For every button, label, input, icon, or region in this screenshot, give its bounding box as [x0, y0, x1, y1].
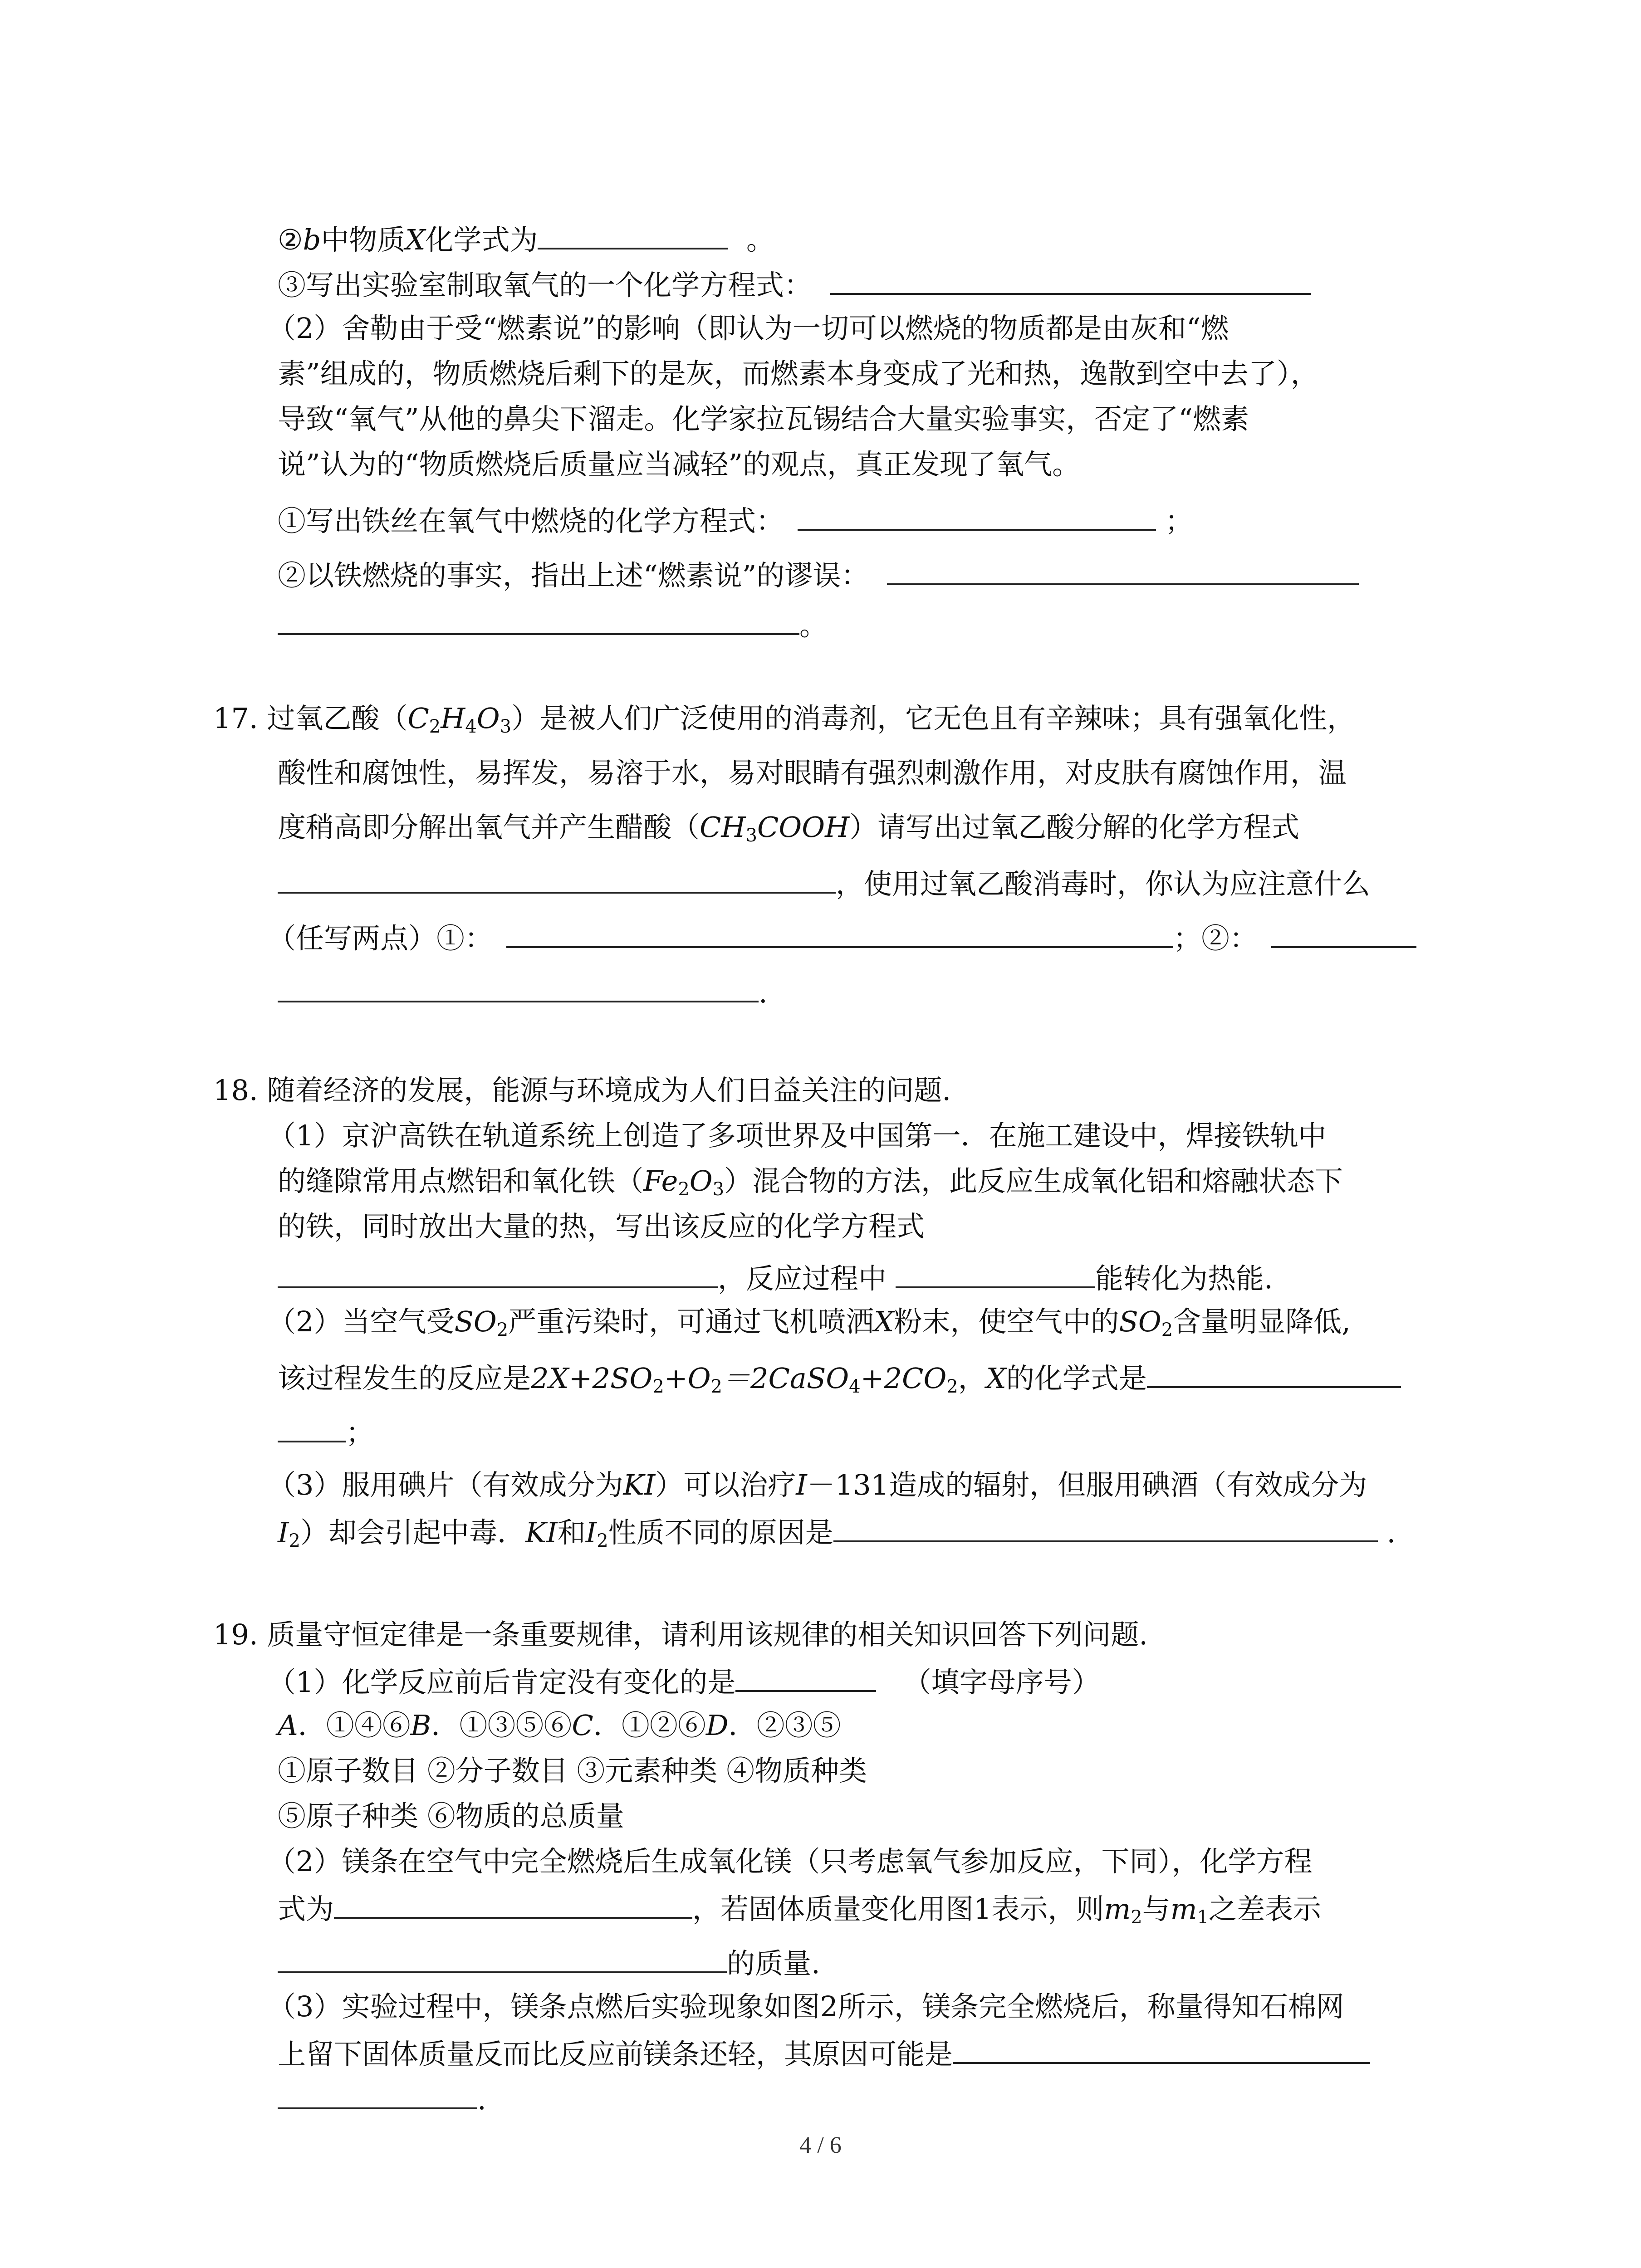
answer-blank[interactable]	[278, 973, 759, 1002]
answer-blank[interactable]	[538, 220, 728, 249]
text: 过氧乙酸（	[267, 702, 408, 735]
text: H	[441, 702, 465, 735]
text: ）可以治疗	[655, 1468, 796, 1501]
text: 2	[496, 1320, 509, 1340]
text: 2	[1161, 1320, 1173, 1340]
text: 2X+2SO	[531, 1362, 653, 1395]
text: ，	[958, 1362, 986, 1395]
q17-line-5	[268, 918, 1416, 957]
text: ①写出铁丝在氧气中燃烧的化学方程式：	[278, 504, 784, 538]
text: 3	[500, 716, 512, 737]
text: 严重污染时，可通过飞机喷洒	[508, 1305, 874, 1338]
text: C	[572, 1709, 593, 1742]
text: B	[410, 1709, 431, 1742]
answer-blank[interactable]	[735, 1662, 876, 1692]
answer-blank[interactable]	[278, 1943, 727, 1973]
q18-line-1	[213, 1072, 951, 1109]
text: ）却会引起中毒．	[300, 1516, 525, 1549]
text: KI	[623, 1468, 656, 1501]
text: （任写两点）①：	[268, 922, 493, 955]
text: SO	[1119, 1305, 1161, 1338]
text: 和	[557, 1516, 586, 1549]
q18-line-2: （1）京沪高铁在轨道系统上创造了多项世界及中国第一．在施工建设中，焊接铁轨中	[268, 1119, 1327, 1152]
q18-line-7	[278, 1358, 1401, 1397]
text: 3	[712, 1179, 725, 1200]
text: ）请写出过氧乙酸分解的化学方程式	[849, 811, 1300, 844]
text: 。	[746, 223, 774, 256]
answer-blank[interactable]	[896, 1258, 1095, 1288]
q18-line-8	[278, 1413, 374, 1451]
question-number: 18.	[213, 1074, 258, 1107]
q19-line-1	[213, 1617, 1148, 1653]
text: 该过程发生的反应是	[278, 1362, 531, 1395]
text: I	[278, 1516, 289, 1549]
text: 的质量.	[727, 1947, 820, 1980]
question-number: 17.	[213, 702, 258, 735]
q19-line-8	[278, 1943, 820, 1982]
text: ③写出实验室制取氧气的一个化学方程式：	[278, 269, 813, 302]
text: 中物质	[321, 223, 406, 256]
text: X	[405, 223, 426, 256]
text: 2	[652, 1376, 664, 1397]
answer-blank[interactable]	[334, 1889, 692, 1919]
answer-blank[interactable]	[887, 555, 1359, 585]
answer-blank[interactable]	[278, 1258, 718, 1288]
line-4: 素”组成的，物质燃烧后剩下的是灰，而燃素本身变成了光和热，逸散到空中去了），	[278, 357, 1319, 390]
question-number: 19.	[213, 1618, 258, 1651]
text: （3）服用碘片（有效成分为	[268, 1468, 623, 1501]
text: ②	[278, 223, 303, 256]
q19-line-6: （2）镁条在空气中完全燃烧后生成氧化镁（只考虑氧气参加反应，下同），化学方程	[268, 1845, 1313, 1878]
q19-line-7	[278, 1889, 1321, 1927]
text: 质量守恒定律是一条重要规律，请利用该规律的相关知识回答下列问题.	[267, 1618, 1148, 1651]
q18-line-9	[268, 1467, 1367, 1503]
line-2	[278, 265, 1311, 303]
text: 2	[597, 1530, 608, 1551]
page-number: 4 / 6	[799, 2132, 842, 2158]
q18-line-6	[268, 1304, 1351, 1340]
text: ＝2CaSO	[722, 1362, 849, 1395]
answer-blank[interactable]	[278, 864, 836, 894]
line-3: （2）舍勒由于受“燃素说”的影响（即认为一切可以燃烧的物质都是由灰和“燃	[268, 312, 1229, 345]
text: ；	[346, 1416, 374, 1449]
text: COOH	[757, 811, 850, 844]
text: CH	[700, 811, 746, 844]
answer-blank[interactable]	[278, 1413, 346, 1442]
q19-line-9: （3）实验过程中，镁条点燃后实验现象如图2所示，镁条完全燃烧后，称量得知石棉网	[268, 1990, 1344, 2023]
text: （填字母序号）	[903, 1666, 1100, 1699]
line-7	[278, 501, 1193, 539]
text: I	[796, 1468, 807, 1501]
text: 3	[745, 825, 757, 846]
text: .	[477, 2083, 486, 2116]
text: （1）化学反应前后肯定没有变化的是	[268, 1666, 736, 1699]
q18-line-3	[278, 1163, 1343, 1199]
text: 的缝隙常用点燃铝和氧化铁（	[278, 1164, 644, 1198]
text: ．①④⑥	[298, 1709, 411, 1742]
answer-blank[interactable]	[1147, 1358, 1401, 1388]
text: ．①②⑥	[593, 1709, 706, 1742]
q17-line-3	[278, 809, 1299, 846]
text: 度稍高即分解出氧气并产生醋酸（	[278, 811, 700, 844]
text: ②以铁燃烧的事实，指出上述“燃素说”的谬误：	[278, 559, 869, 592]
text: X	[986, 1362, 1006, 1395]
line-5: 导致“氧气”从他的鼻尖下溜走。化学家拉瓦锡结合大量实验事实，否定了“燃素	[278, 402, 1249, 435]
q17-line-4	[278, 864, 1370, 902]
text: 2	[946, 1376, 958, 1397]
line-8	[278, 555, 1359, 594]
text: O	[689, 1164, 713, 1198]
text: ，若固体质量变化用图1表示，则	[692, 1892, 1104, 1926]
text: ，使用过氧乙酸消毒时，你认为应注意什么	[836, 867, 1371, 900]
text: 2	[429, 716, 441, 737]
text: 化学式为	[425, 223, 538, 256]
text: －131造成的辐射，但服用碘酒（有效成分为	[807, 1468, 1367, 1501]
text: b	[303, 223, 321, 256]
text: 2	[289, 1530, 300, 1551]
text: （2）当空气受	[268, 1305, 455, 1338]
line-6: 说”认为的“物质燃烧后质量应当减轻”的观点，真正发现了氧气。	[278, 448, 1081, 481]
text: m	[1170, 1892, 1197, 1926]
text: 2	[678, 1179, 690, 1200]
text: +O	[664, 1362, 711, 1395]
text: .	[1386, 1516, 1396, 1549]
q19-line-3	[278, 1707, 841, 1744]
text: 含量明显降低,	[1173, 1305, 1351, 1338]
text: ；②：	[1173, 922, 1258, 955]
text: ．①③⑤⑥	[431, 1709, 572, 1742]
text: KI	[525, 1516, 558, 1549]
line-9	[278, 605, 828, 644]
text: X	[874, 1305, 894, 1338]
q19-line-2	[268, 1662, 1100, 1701]
answer-blank[interactable]	[833, 1512, 1378, 1542]
text: 随着经济的发展，能源与环境成为人们日益关注的问题.	[267, 1074, 951, 1107]
q17-line-1	[213, 700, 1355, 737]
text: 之差表示	[1208, 1892, 1321, 1926]
text: ）混合物的方法，此反应生成氧化铝和熔融状态下	[724, 1164, 1343, 1198]
q18-line-10	[278, 1512, 1396, 1551]
text: C	[407, 702, 429, 735]
q18-line-5	[278, 1258, 1273, 1297]
text: 4	[849, 1376, 861, 1397]
answer-blank[interactable]	[506, 918, 1173, 948]
text: 1	[1197, 1907, 1209, 1928]
text: 4	[465, 716, 477, 737]
text: 能转化为热能.	[1095, 1262, 1273, 1295]
q19-line-11	[278, 2079, 486, 2118]
answer-blank[interactable]	[953, 2034, 1370, 2064]
text: ．②③⑤	[728, 1709, 841, 1742]
q19-line-5: ⑤原子种类 ⑥物质的总质量	[278, 1799, 624, 1833]
text: 2	[1131, 1907, 1142, 1928]
answer-blank[interactable]	[278, 2079, 477, 2109]
q19-line-10	[278, 2034, 1370, 2072]
text: 2	[710, 1376, 722, 1397]
q17-line-6	[278, 973, 768, 1011]
answer-blank[interactable]	[798, 501, 1156, 531]
text: m	[1104, 1892, 1131, 1926]
q17-line-2: 酸性和腐蚀性，易挥发，易溶于水，易对眼睛有强烈刺激作用，对皮肤有腐蚀作用，温	[278, 756, 1347, 789]
text: D	[705, 1709, 729, 1742]
text: .	[759, 976, 768, 1009]
text: A	[278, 1709, 298, 1742]
answer-blank[interactable]	[830, 265, 1311, 295]
text: 性质不同的原因是	[608, 1516, 833, 1549]
q19-line-4: ①原子数目 ②分子数目 ③元素种类 ④物质种类	[278, 1754, 867, 1787]
text: 。	[799, 609, 828, 642]
answer-blank[interactable]	[1271, 918, 1416, 948]
text: ；	[1165, 504, 1193, 538]
line-1	[278, 220, 774, 258]
text: +2CO	[860, 1362, 947, 1395]
text: ）是被人们广泛使用的消毒剂，它无色且有辛辣味；具有强氧化性，	[511, 702, 1356, 735]
text: SO	[454, 1305, 497, 1338]
text: O	[476, 702, 500, 735]
q18-line-4: 的铁，同时放出大量的热，写出该反应的化学方程式	[278, 1210, 925, 1243]
text: I	[585, 1516, 597, 1549]
text: 与	[1142, 1892, 1171, 1926]
text: 的化学式是	[1006, 1362, 1147, 1395]
text: Fe	[643, 1164, 678, 1198]
text: ，反应过程中	[718, 1262, 887, 1295]
answer-blank[interactable]	[278, 605, 799, 635]
text: 式为	[278, 1892, 334, 1926]
text: 粉末，使空气中的	[894, 1305, 1119, 1338]
text: 上留下固体质量反而比反应前镁条还轻，其原因可能是	[278, 2038, 953, 2071]
